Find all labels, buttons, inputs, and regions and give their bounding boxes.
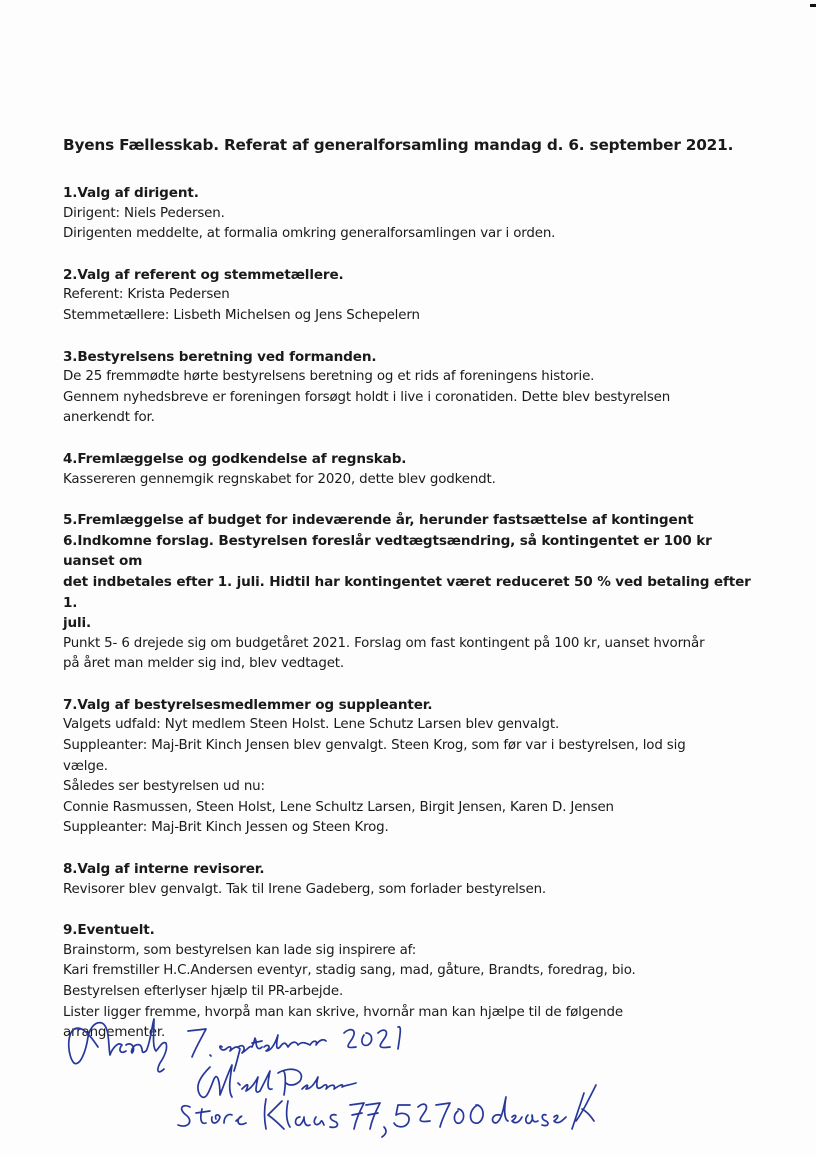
scan-corner-mark bbox=[810, 4, 816, 7]
text-line: Kassereren gennemgik regnskabet for 2020, dette blev godkendt. bbox=[63, 471, 496, 487]
text-line: Kari fremstiller H.C.Andersen eventyr, stadig sang, mad, gåture, Brandts, foredrag, bio. bbox=[63, 963, 636, 979]
section-heading: 3.Bestyrelsens beretning ved formanden. bbox=[63, 348, 377, 365]
text-line: Connie Rasmussen, Steen Holst, Lene Schultz Larsen, Birgit Jensen, Karen D. Jensen bbox=[63, 799, 614, 815]
signature-address bbox=[178, 1085, 596, 1137]
section-heading: 9.Eventuelt. bbox=[63, 922, 155, 939]
text-line: Gennem nyhedsbreve er foreningen forsøgt holdt i live i coronatiden. Dette blev bestyrelsen bbox=[63, 389, 671, 405]
signature-name bbox=[198, 1065, 356, 1097]
text-line: arrangementer. bbox=[63, 1025, 166, 1041]
section-8-revisorer bbox=[63, 859, 753, 900]
section-1-dirigent bbox=[63, 183, 753, 245]
section-heading: juli. bbox=[63, 615, 92, 632]
section-5-budget bbox=[63, 510, 753, 531]
signature-place-date bbox=[69, 1019, 401, 1072]
text-line: Lister ligger fremme, hvorpå man kan skrive, hvornår man kan hjælpe til de følgende bbox=[63, 1004, 623, 1020]
document-title: Byens Fællesskab. Referat af generalforsamling mandag d. 6. september 2021. bbox=[63, 136, 734, 154]
minutes-body bbox=[63, 183, 753, 1064]
section-6-forslag bbox=[63, 531, 753, 675]
text-line: Suppleanter: Maj-Brit Kinch Jessen og Steen Krog. bbox=[63, 820, 389, 836]
text-line: Brainstorm, som bestyrelsen kan lade sig inspirere af: bbox=[63, 942, 417, 958]
section-2-referent bbox=[63, 265, 753, 327]
section-4-regnskab bbox=[63, 449, 753, 490]
text-line: Bestyrelsen efterlyser hjælp til PR-arbejde. bbox=[63, 984, 344, 999]
text-line: på året man melder sig ind, blev vedtaget. bbox=[63, 656, 344, 672]
section-heading: 1.Valg af dirigent. bbox=[63, 185, 199, 201]
text-line: Dirigenten meddelte, at formalia omkring generalforsamlingen var i orden. bbox=[63, 226, 556, 242]
text-line: vælge. bbox=[63, 758, 108, 774]
text-line: De 25 fremmødte hørte bestyrelsens beretning og et rids af foreningens historie. bbox=[63, 369, 595, 385]
section-heading: 7.Valg af bestyrelsesmedlemmer og suppleanter. bbox=[63, 696, 433, 713]
section-3-beretning bbox=[63, 347, 753, 429]
text-line: Revisorer blev genvalgt. Tak til Irene Gadeberg, som forlader bestyrelsen. bbox=[63, 881, 547, 897]
text-line: Således ser bestyrelsen ud nu: bbox=[63, 779, 265, 795]
section-heading: 5.Fremlæggelse af budget for indeværende år, herunder fastsættelse af kontingent bbox=[63, 512, 694, 529]
text-line: Stemmetællere: Lisbeth Michelsen og Jens Schepelern bbox=[63, 307, 420, 323]
text-line: Referent: Krista Pedersen bbox=[63, 287, 230, 303]
section-heading: 6.Indkomne forslag. Bestyrelsen foreslår vedtægtsændring, så kontingentet er 100 kr uanset om bbox=[63, 532, 712, 570]
section-heading: 4.Fremlæggelse og godkendelse af regnskab. bbox=[63, 450, 407, 467]
text-line: Dirigent: Niels Pedersen. bbox=[63, 205, 225, 221]
text-line: Suppleanter: Maj-Brit Kinch Jensen blev genvalgt. Steen Krog, som før var i bestyrelsen, lod sig bbox=[63, 738, 686, 754]
text-line: Valgets udfald: Nyt medlem Steen Holst. Lene Schutz Larsen blev genvalgt. bbox=[63, 717, 560, 733]
section-heading: 8.Valg af interne revisorer. bbox=[63, 861, 265, 878]
section-heading: 2.Valg af referent og stemmetællere. bbox=[63, 266, 344, 283]
section-7-bestyrelse bbox=[63, 695, 753, 839]
handwritten-signature bbox=[60, 1005, 620, 1145]
text-line: anerkendt for. bbox=[63, 410, 155, 426]
text-line: Punkt 5- 6 drejede sig om budgetåret 2021. Forslag om fast kontingent på 100 kr, uanset hvornår bbox=[63, 635, 705, 651]
section-heading: det indbetales efter 1. juli. Hidtil har kontingentet været reduceret 50 % ved betaling efter 1. bbox=[63, 573, 751, 611]
